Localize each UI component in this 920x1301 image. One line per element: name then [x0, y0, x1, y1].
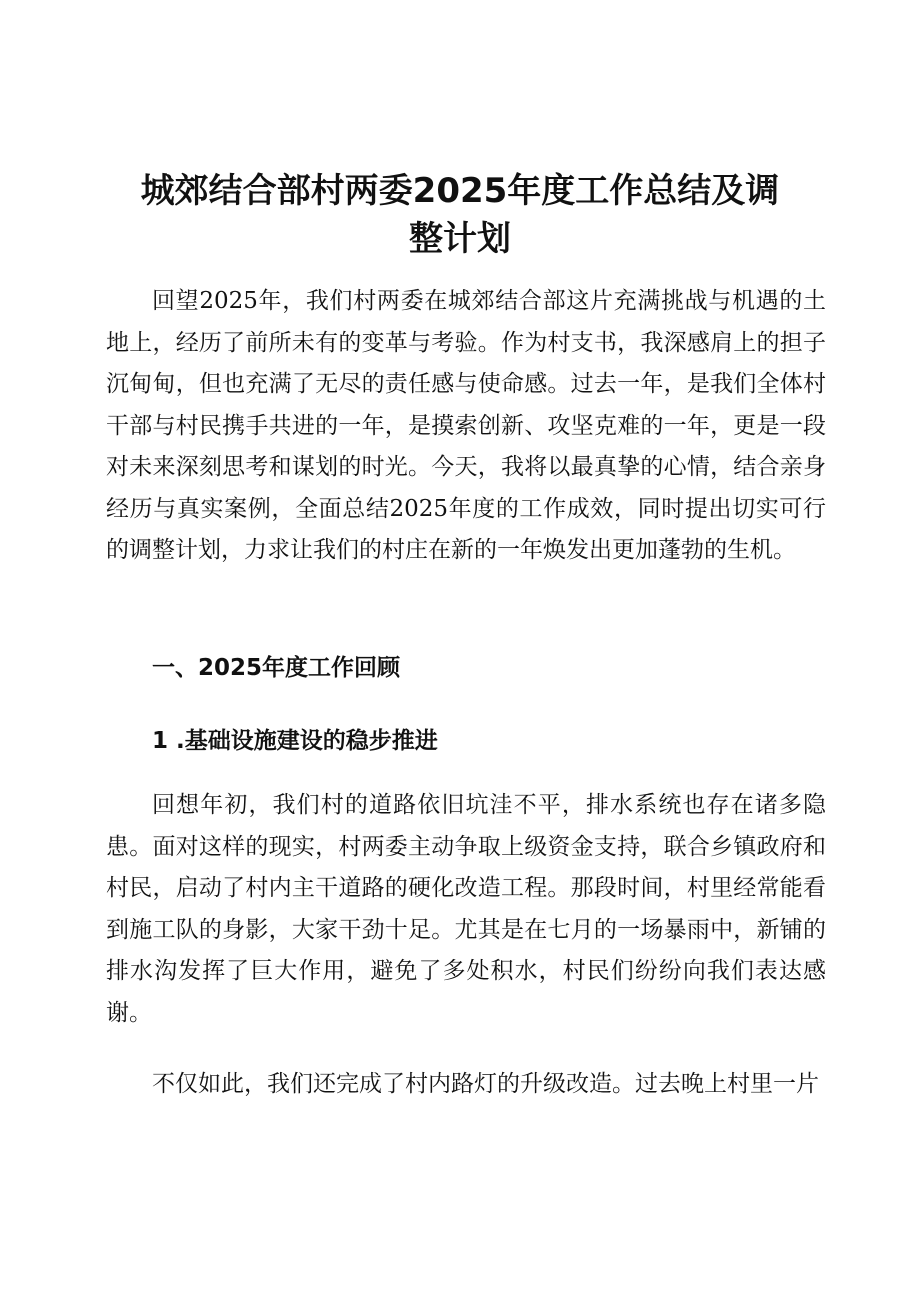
body-paragraph-continued: 不仅如此，我们还完成了村内路灯的升级改造。过去晚上村里一片 — [152, 1071, 819, 1097]
body-paragraph: 回想年初，我们村的道路依旧坑洼不平，排水系统也存在诸多隐患。面对这样的现实，村两委主动争取上级资金支持，联合乡镇政府和村民，启动了村内主干道路的硬化改造工程。那段时间，村里经常能看到施工队的身影，大家干劲十足。尤其是在七月的一场暴雨中，新铺的排水沟发挥了巨大作用，避免了多处积水，村民们纷纷向我们表达感谢。 — [106, 792, 826, 1026]
section-heading: 一、2025年度工作回顾 — [152, 655, 401, 681]
subsection-heading: 1 .基础设施建设的稳步推进 — [152, 728, 438, 754]
intro-paragraph: 回望2025年，我们村两委在城郊结合部这片充满挑战与机遇的土地上，经历了前所未有的变革与考验。作为村支书，我深感肩上的担子沉甸甸，但也充满了无尽的责任感与使命感。过去一年，是我们全体村干部与村民携手共进的一年，是摸索创新、攻坚克难的一年，更是一段对未来深刻思考和谋划的时光。今天，我将以最真挚的心情，结合亲身经历与真实案例，全面总结2025年度的工作成效，同时提出切实可行的调整计划，力求让我们的村庄在新的一年焕发出更加蓬勃的生机。 — [106, 288, 826, 563]
document-title-line-1: 城郊结合部村两委2025年度工作总结及调 — [140, 171, 780, 211]
document-title-line-2: 整计划 — [409, 219, 511, 259]
